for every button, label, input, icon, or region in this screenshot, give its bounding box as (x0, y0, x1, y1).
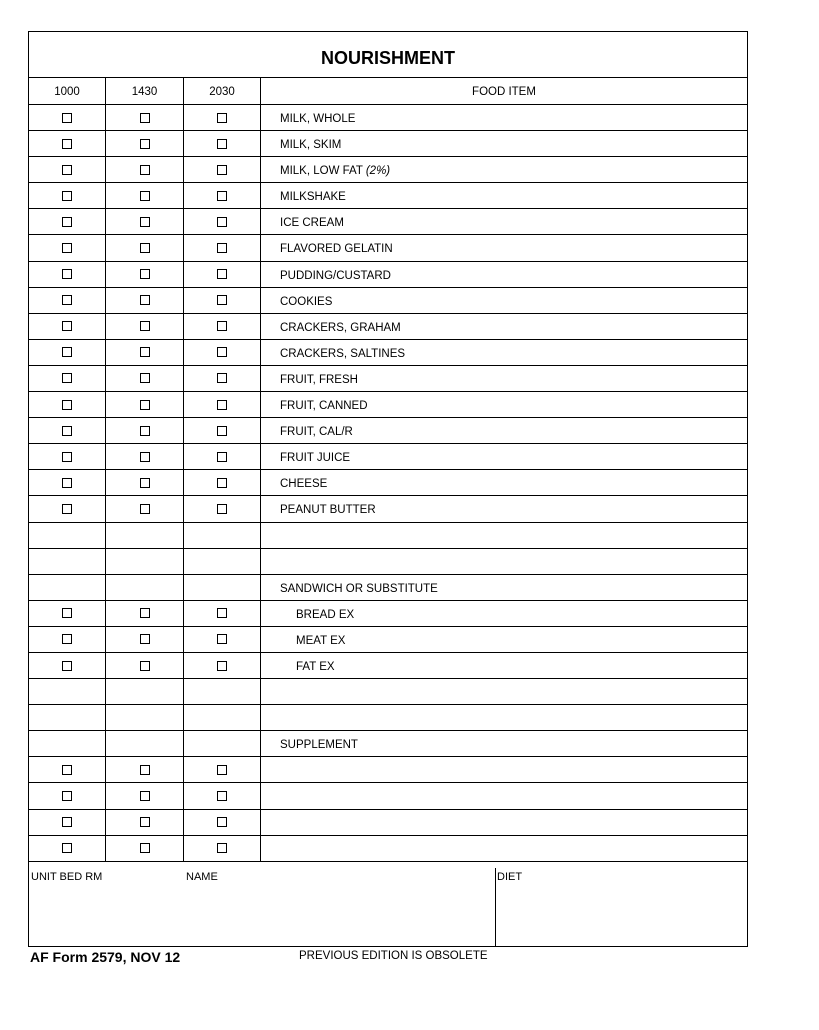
table-row (29, 340, 747, 366)
table-row (29, 496, 747, 522)
checkbox[interactable] (140, 452, 150, 462)
food-item-cell (261, 418, 747, 443)
time-cell-1000 (29, 288, 106, 313)
food-item-cell (261, 314, 747, 339)
name-label: NAME (186, 871, 218, 883)
col-header-2030: 2030 (184, 78, 261, 104)
checkbox[interactable] (62, 765, 72, 775)
checkbox[interactable] (217, 608, 227, 618)
form-title: NOURISHMENT (29, 32, 747, 78)
time-cell-1000 (29, 523, 106, 548)
time-cell-2030 (184, 392, 261, 417)
time-cell-1000 (29, 444, 106, 469)
food-item-label (280, 392, 368, 420)
checkbox[interactable] (140, 243, 150, 253)
checkbox[interactable] (62, 817, 72, 827)
food-item-label (296, 653, 335, 681)
checkbox[interactable] (217, 478, 227, 488)
time-cell-2030 (184, 340, 261, 365)
food-item-label (280, 288, 332, 316)
food-item-cell (261, 444, 747, 469)
food-item-text: ICE CREAM (280, 217, 344, 230)
food-item-label (280, 366, 358, 394)
time-cell-2030 (184, 679, 261, 704)
checkbox[interactable] (217, 400, 227, 410)
checkbox[interactable] (217, 321, 227, 331)
checkbox[interactable] (62, 165, 72, 175)
checkbox[interactable] (62, 321, 72, 331)
time-cell-2030 (184, 235, 261, 260)
table-row (29, 731, 747, 757)
checkbox[interactable] (217, 661, 227, 671)
time-cell-1000 (29, 810, 106, 835)
food-item-cell (261, 340, 747, 365)
time-cell-1000 (29, 705, 106, 730)
checkbox[interactable] (140, 139, 150, 149)
time-cell-1000 (29, 653, 106, 678)
checkbox[interactable] (217, 373, 227, 383)
checkbox[interactable] (62, 504, 72, 514)
food-item-text: CRACKERS, SALTINES (280, 347, 406, 360)
time-cell-2030 (184, 183, 261, 208)
food-item-text: PUDDING/CUSTARD (280, 269, 391, 282)
time-cell-1000 (29, 262, 106, 287)
time-cell-1430 (106, 653, 184, 678)
time-cell-1430 (106, 757, 184, 782)
time-cell-1000 (29, 575, 106, 600)
food-item-text: SANDWICH OR SUBSTITUTE (280, 582, 438, 595)
checkbox[interactable] (140, 426, 150, 436)
time-cell-1430 (106, 157, 184, 182)
food-item-text: CHEESE (280, 478, 328, 491)
food-item-cell (261, 810, 747, 835)
checkbox[interactable] (62, 295, 72, 305)
time-cell-2030 (184, 418, 261, 443)
time-cell-2030 (184, 653, 261, 678)
food-item-cell (261, 366, 747, 391)
table-row (29, 705, 747, 731)
col-header-1430: 1430 (106, 78, 184, 104)
time-cell-1000 (29, 131, 106, 156)
food-item-text: PEANUT BUTTER (280, 504, 376, 517)
time-cell-1000 (29, 679, 106, 704)
unit-bed-rm-label: UNIT BED RM (31, 871, 103, 883)
time-cell-2030 (184, 575, 261, 600)
table-row (29, 783, 747, 809)
time-cell-2030 (184, 810, 261, 835)
checkbox[interactable] (140, 321, 150, 331)
time-cell-1000 (29, 601, 106, 626)
table-row (29, 392, 747, 418)
checkbox[interactable] (217, 817, 227, 827)
time-cell-1000 (29, 731, 106, 756)
time-cell-1000 (29, 183, 106, 208)
checkbox[interactable] (62, 113, 72, 123)
checkbox[interactable] (140, 478, 150, 488)
food-item-cell (261, 131, 747, 156)
food-item-cell (261, 288, 747, 313)
time-cell-2030 (184, 288, 261, 313)
food-item-text: FRUIT JUICE (280, 452, 351, 465)
food-item-cell (261, 183, 747, 208)
diet-label: DIET (497, 871, 523, 883)
time-cell-1000 (29, 105, 106, 130)
food-item-text: MILK, LOW FAT (280, 165, 366, 178)
checkbox[interactable] (140, 843, 150, 853)
time-cell-1430 (106, 235, 184, 260)
checkbox[interactable] (217, 843, 227, 853)
table-row (29, 314, 747, 340)
checkbox[interactable] (62, 373, 72, 383)
food-item-label (280, 496, 376, 524)
time-cell-1000 (29, 627, 106, 652)
table-row (29, 131, 747, 157)
time-cell-1430 (106, 209, 184, 234)
checkbox[interactable] (62, 243, 72, 253)
time-cell-1000 (29, 783, 106, 808)
table-row (29, 757, 747, 783)
checkbox[interactable] (217, 295, 227, 305)
checkbox[interactable] (62, 452, 72, 462)
food-item-label (280, 314, 401, 342)
time-cell-1000 (29, 157, 106, 182)
table-row (29, 418, 747, 444)
nourishment-grid (29, 78, 747, 862)
checkbox[interactable] (62, 843, 72, 853)
table-row (29, 679, 747, 705)
time-cell-2030 (184, 549, 261, 574)
checkbox[interactable] (140, 217, 150, 227)
time-cell-1430 (106, 496, 184, 521)
time-cell-2030 (184, 131, 261, 156)
checkbox[interactable] (140, 661, 150, 671)
time-cell-1000 (29, 470, 106, 495)
time-cell-1430 (106, 575, 184, 600)
time-cell-1430 (106, 288, 184, 313)
food-item-text: MILK, SKIM (280, 139, 342, 152)
checkbox[interactable] (217, 139, 227, 149)
food-item-cell (261, 653, 747, 678)
food-item-label (280, 575, 438, 603)
time-cell-2030 (184, 601, 261, 626)
food-item-label (280, 183, 346, 211)
food-item-text: COOKIES (280, 295, 333, 308)
header-row (29, 78, 747, 105)
checkbox[interactable] (62, 269, 72, 279)
time-cell-1430 (106, 836, 184, 861)
food-item-label (296, 601, 354, 629)
checkbox[interactable] (140, 765, 150, 775)
table-row (29, 444, 747, 470)
checkbox[interactable] (140, 347, 150, 357)
checkbox[interactable] (217, 634, 227, 644)
checkbox[interactable] (62, 478, 72, 488)
food-item-cell (261, 836, 747, 861)
food-item-cell (261, 470, 747, 495)
table-row (29, 523, 747, 549)
food-item-cell (261, 731, 747, 756)
time-cell-1430 (106, 392, 184, 417)
time-cell-1430 (106, 523, 184, 548)
food-item-cell (261, 235, 747, 260)
table-row (29, 627, 747, 653)
food-item-label (280, 470, 327, 498)
food-item-text: CRACKERS, GRAHAM (280, 321, 401, 334)
time-cell-1430 (106, 470, 184, 495)
checkbox[interactable] (62, 634, 72, 644)
time-cell-1000 (29, 549, 106, 574)
form-id: AF Form 2579, NOV 12 (30, 949, 181, 965)
food-item-cell (261, 523, 747, 548)
checkbox[interactable] (140, 165, 150, 175)
time-cell-1430 (106, 105, 184, 130)
food-item-text: MILK, WHOLE (280, 113, 356, 125)
time-cell-1000 (29, 366, 106, 391)
checkbox[interactable] (62, 191, 72, 201)
time-cell-2030 (184, 757, 261, 782)
time-cell-2030 (184, 523, 261, 548)
checkbox[interactable] (217, 504, 227, 514)
checkbox[interactable] (217, 426, 227, 436)
food-item-label (280, 157, 390, 185)
checkbox[interactable] (140, 269, 150, 279)
food-item-cell (261, 757, 747, 782)
time-cell-1000 (29, 209, 106, 234)
checkbox[interactable] (217, 765, 227, 775)
food-item-label (280, 131, 341, 159)
food-item-cell (261, 549, 747, 574)
food-item-cell (261, 157, 747, 182)
checkbox[interactable] (140, 608, 150, 618)
checkbox[interactable] (140, 191, 150, 201)
time-cell-1000 (29, 836, 106, 861)
time-cell-2030 (184, 836, 261, 861)
food-item-label (280, 418, 353, 446)
checkbox[interactable] (62, 661, 72, 671)
food-item-label (280, 340, 405, 368)
food-item-cell (261, 601, 747, 626)
checkbox[interactable] (62, 347, 72, 357)
diet-divider (495, 868, 496, 946)
food-item-label (280, 235, 393, 263)
time-cell-1430 (106, 131, 184, 156)
checkbox[interactable] (62, 791, 72, 801)
food-item-cell (261, 783, 747, 808)
time-cell-2030 (184, 783, 261, 808)
food-item-text: MILKSHAKE (280, 191, 346, 204)
checkbox[interactable] (62, 426, 72, 436)
food-item-cell (261, 209, 747, 234)
time-cell-1430 (106, 783, 184, 808)
food-item-cell (261, 679, 747, 704)
table-row (29, 653, 747, 679)
time-cell-1430 (106, 705, 184, 730)
table-row (29, 810, 747, 836)
time-cell-1430 (106, 314, 184, 339)
time-cell-1000 (29, 757, 106, 782)
time-cell-1430 (106, 627, 184, 652)
col-header-1000: 1000 (29, 78, 106, 104)
food-item-note: (2%) (365, 165, 391, 178)
time-cell-1430 (106, 183, 184, 208)
time-cell-1430 (106, 418, 184, 443)
checkbox[interactable] (140, 791, 150, 801)
table-row (29, 470, 747, 496)
nourishment-form (28, 31, 748, 947)
food-item-cell (261, 105, 747, 130)
food-item-text: MEAT EX (296, 634, 346, 647)
checkbox[interactable] (62, 217, 72, 227)
time-cell-1430 (106, 366, 184, 391)
time-cell-2030 (184, 731, 261, 756)
food-item-text: SUPPLEMENT (280, 739, 358, 752)
checkbox[interactable] (140, 113, 150, 123)
time-cell-2030 (184, 496, 261, 521)
time-cell-1000 (29, 418, 106, 443)
time-cell-1430 (106, 444, 184, 469)
time-cell-2030 (184, 314, 261, 339)
food-item-cell (261, 496, 747, 521)
time-cell-1430 (106, 340, 184, 365)
checkbox[interactable] (217, 269, 227, 279)
checkbox[interactable] (62, 400, 72, 410)
checkbox[interactable] (217, 191, 227, 201)
table-row (29, 235, 747, 261)
checkbox[interactable] (217, 113, 227, 123)
food-item-text: FRUIT, FRESH (280, 373, 358, 386)
checkbox[interactable] (217, 452, 227, 462)
time-cell-2030 (184, 627, 261, 652)
food-item-text: FRUIT, CAL/R (280, 426, 353, 439)
food-item-cell (261, 705, 747, 730)
food-item-label (280, 105, 355, 133)
food-item-text: BREAD EX (296, 608, 355, 621)
checkbox[interactable] (62, 608, 72, 618)
time-cell-1000 (29, 392, 106, 417)
table-row (29, 288, 747, 314)
table-row (29, 366, 747, 392)
food-item-label (280, 444, 350, 472)
checkbox[interactable] (217, 243, 227, 253)
checkbox[interactable] (62, 139, 72, 149)
food-item-label (280, 209, 344, 237)
checkbox[interactable] (140, 634, 150, 644)
table-row (29, 836, 747, 862)
checkbox[interactable] (217, 347, 227, 357)
time-cell-2030 (184, 470, 261, 495)
time-cell-2030 (184, 209, 261, 234)
checkbox[interactable] (217, 217, 227, 227)
food-item-text: FAT EX (296, 660, 335, 673)
time-cell-1000 (29, 235, 106, 260)
time-cell-1000 (29, 314, 106, 339)
checkbox[interactable] (140, 373, 150, 383)
time-cell-2030 (184, 705, 261, 730)
table-row (29, 601, 747, 627)
time-cell-1430 (106, 549, 184, 574)
time-cell-2030 (184, 105, 261, 130)
table-row (29, 157, 747, 183)
table-row (29, 209, 747, 235)
time-cell-1000 (29, 340, 106, 365)
food-item-label (280, 262, 391, 290)
checkbox[interactable] (140, 400, 150, 410)
food-item-label (280, 731, 358, 759)
checkbox[interactable] (140, 504, 150, 514)
time-cell-2030 (184, 444, 261, 469)
checkbox[interactable] (217, 791, 227, 801)
patient-info-section (29, 868, 747, 946)
food-item-label (296, 627, 345, 655)
time-cell-1430 (106, 810, 184, 835)
food-item-cell (261, 262, 747, 287)
time-cell-2030 (184, 157, 261, 182)
checkbox[interactable] (140, 817, 150, 827)
time-cell-1430 (106, 731, 184, 756)
checkbox[interactable] (217, 165, 227, 175)
table-row (29, 183, 747, 209)
food-item-cell (261, 627, 747, 652)
food-item-cell (261, 575, 747, 600)
obsolete-notice: PREVIOUS EDITION IS OBSOLETE (299, 950, 488, 962)
time-cell-2030 (184, 366, 261, 391)
food-item-text: FLAVORED GELATIN (280, 243, 393, 256)
food-item-cell (261, 392, 747, 417)
col-header-food-item: FOOD ITEM (472, 86, 536, 98)
time-cell-1430 (106, 262, 184, 287)
table-row (29, 575, 747, 601)
checkbox[interactable] (140, 295, 150, 305)
time-cell-1430 (106, 601, 184, 626)
time-cell-2030 (184, 262, 261, 287)
time-cell-1000 (29, 496, 106, 521)
table-row (29, 105, 747, 131)
table-row (29, 549, 747, 575)
table-row (29, 262, 747, 288)
time-cell-1430 (106, 679, 184, 704)
food-item-text: FRUIT, CANNED (280, 400, 368, 413)
